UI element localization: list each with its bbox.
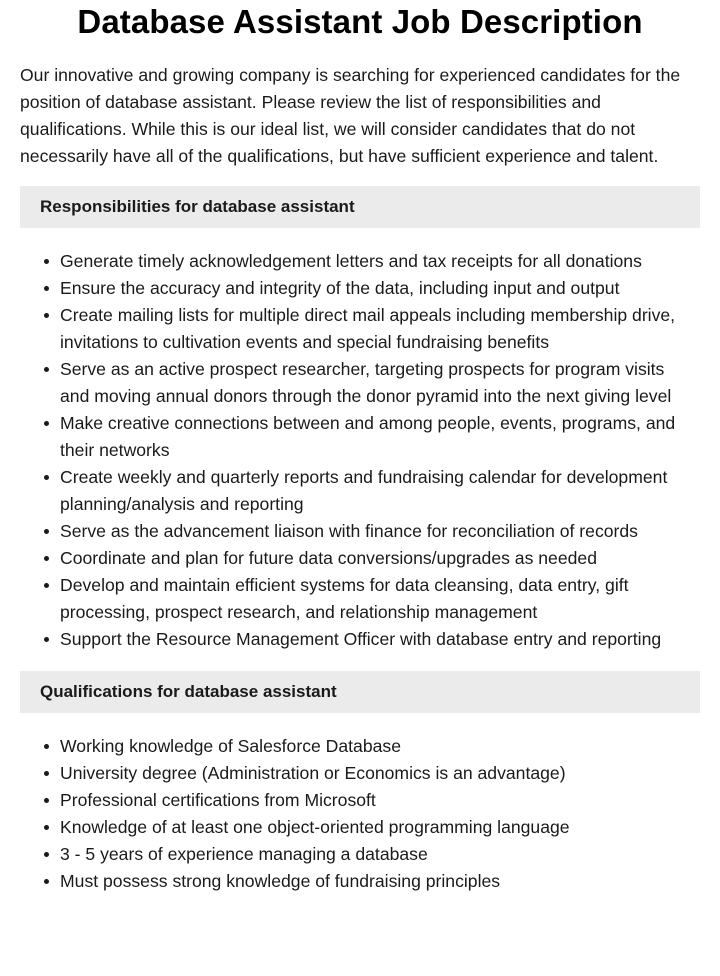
list-item: Must possess strong knowledge of fundraising principles bbox=[60, 868, 700, 895]
qualifications-heading: Qualifications for database assistant bbox=[40, 682, 337, 701]
list-item: 3 - 5 years of experience managing a database bbox=[60, 841, 700, 868]
list-item: Generate timely acknowledgement letters and tax receipts for all donations bbox=[60, 248, 700, 275]
responsibilities-heading: Responsibilities for database assistant bbox=[40, 197, 355, 216]
list-item: University degree (Administration or Economics is an advantage) bbox=[60, 760, 700, 787]
list-item: Make creative connections between and among people, events, programs, and their networks bbox=[60, 410, 700, 464]
list-item: Create weekly and quarterly reports and fundraising calendar for development planning/analysis and reporting bbox=[60, 464, 700, 518]
list-item: Serve as the advancement liaison with finance for reconciliation of records bbox=[60, 518, 700, 545]
list-item: Professional certifications from Microsoft bbox=[60, 787, 700, 814]
responsibilities-list bbox=[20, 248, 700, 653]
responsibilities-section-header bbox=[20, 186, 700, 228]
list-item: Serve as an active prospect researcher, targeting prospects for program visits and moving annual donors through the donor pyramid into the next giving level bbox=[60, 356, 700, 410]
intro-paragraph: Our innovative and growing company is searching for experienced candidates for the position of database assistant. Please review the list of responsibilities and qualifications. While this is our ideal list, we will consider candidates that do not necessarily have all of the qualifications, but have sufficient experience and talent. bbox=[20, 65, 681, 166]
list-item: Working knowledge of Salesforce Database bbox=[60, 733, 700, 760]
list-item: Coordinate and plan for future data conversions/upgrades as needed bbox=[60, 545, 700, 572]
qualifications-list bbox=[20, 733, 700, 895]
list-item: Ensure the accuracy and integrity of the data, including input and output bbox=[60, 275, 700, 302]
list-item: Create mailing lists for multiple direct mail appeals including membership drive, invitations to cultivation events and special fundraising benefits bbox=[60, 302, 700, 356]
page-title: Database Assistant Job Description bbox=[77, 3, 643, 40]
list-item: Develop and maintain efficient systems for data cleansing, data entry, gift processing, prospect research, and relationship management bbox=[60, 572, 700, 626]
qualifications-section-header bbox=[20, 671, 700, 713]
list-item: Knowledge of at least one object-oriented programming language bbox=[60, 814, 700, 841]
list-item: Support the Resource Management Officer with database entry and reporting bbox=[60, 626, 700, 653]
